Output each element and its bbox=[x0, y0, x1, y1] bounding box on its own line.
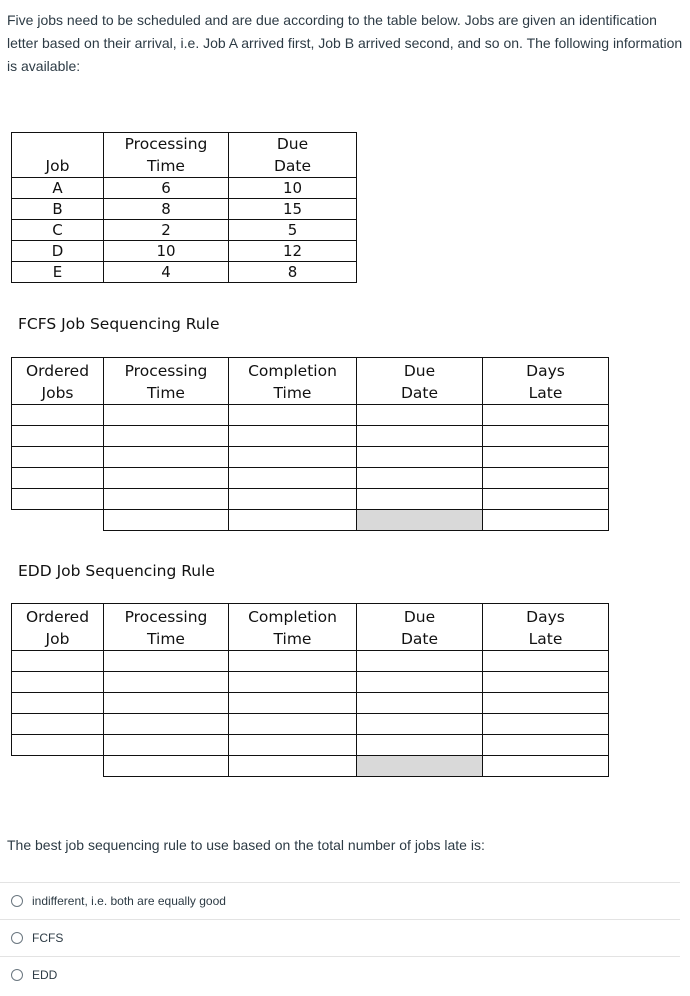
due-date-cell: 12 bbox=[229, 241, 357, 262]
header-line: Due bbox=[403, 608, 436, 626]
answer-option-indifferent[interactable] bbox=[0, 882, 680, 919]
due-date-cell: 10 bbox=[229, 178, 357, 199]
header-line: Days bbox=[526, 608, 565, 626]
table-row bbox=[12, 672, 609, 693]
ordered-job-cell[interactable] bbox=[12, 426, 104, 447]
shaded-cell bbox=[357, 510, 483, 531]
table-row bbox=[12, 447, 609, 468]
fcfs-title: FCFS Job Sequencing Rule bbox=[18, 315, 220, 333]
processing-time-cell[interactable] bbox=[104, 672, 229, 693]
edd-table bbox=[11, 603, 609, 777]
header-line: Date bbox=[400, 384, 439, 402]
job-cell: E bbox=[12, 262, 104, 283]
due-date-cell[interactable] bbox=[357, 489, 483, 510]
answer-option-edd[interactable] bbox=[0, 956, 680, 993]
header-line: Time bbox=[147, 630, 185, 648]
days-late-cell[interactable] bbox=[483, 468, 609, 489]
edd-title: EDD Job Sequencing Rule bbox=[18, 562, 215, 580]
processing-time-cell: 2 bbox=[104, 220, 229, 241]
header-line: Ordered bbox=[25, 362, 90, 380]
due-date-cell[interactable] bbox=[357, 468, 483, 489]
days-late-cell[interactable] bbox=[483, 693, 609, 714]
processing-time-cell[interactable] bbox=[104, 447, 229, 468]
processing-time-cell: 8 bbox=[104, 199, 229, 220]
answer-list bbox=[0, 882, 680, 993]
ordered-job-cell[interactable] bbox=[12, 405, 104, 426]
due-date-cell: 8 bbox=[229, 262, 357, 283]
table-row bbox=[12, 468, 609, 489]
processing-time-cell[interactable] bbox=[104, 489, 229, 510]
header-line: Time bbox=[147, 384, 185, 402]
intro-text: Five jobs need to be scheduled and are due according to the table below. Jobs are given an identification letter based on their arrival, i.e. Job A arrived first, Job B arrived second, and so on. The following information is available: bbox=[7, 12, 683, 74]
header-processing-line2: Time bbox=[147, 157, 185, 175]
header-completion-time bbox=[229, 358, 357, 405]
ordered-job-cell[interactable] bbox=[12, 693, 104, 714]
table-row bbox=[12, 735, 609, 756]
completion-time-cell[interactable] bbox=[229, 714, 357, 735]
completion-time-cell[interactable] bbox=[229, 651, 357, 672]
due-date-cell[interactable] bbox=[357, 672, 483, 693]
header-line: Days bbox=[526, 362, 565, 380]
ordered-job-cell[interactable] bbox=[12, 672, 104, 693]
completion-time-cell[interactable] bbox=[229, 672, 357, 693]
processing-time-cell: 10 bbox=[104, 241, 229, 262]
completion-time-cell[interactable] bbox=[229, 468, 357, 489]
due-date-cell[interactable] bbox=[357, 735, 483, 756]
header-processing-line1: Processing bbox=[124, 135, 208, 153]
header-completion-time bbox=[229, 604, 357, 651]
header-line: Completion bbox=[248, 608, 337, 626]
header-line: Processing bbox=[124, 608, 208, 626]
table-row bbox=[12, 220, 357, 241]
due-date-cell: 15 bbox=[229, 199, 357, 220]
due-date-cell[interactable] bbox=[357, 447, 483, 468]
header-days-late bbox=[483, 604, 609, 651]
table-row bbox=[12, 489, 609, 510]
ordered-job-cell[interactable] bbox=[12, 735, 104, 756]
days-late-cell[interactable] bbox=[483, 489, 609, 510]
answer-label: indifferent, i.e. both are equally good bbox=[32, 894, 226, 908]
total-completion-cell[interactable] bbox=[229, 756, 357, 777]
processing-time-cell[interactable] bbox=[104, 405, 229, 426]
table-row bbox=[12, 262, 357, 283]
processing-time-cell: 6 bbox=[104, 178, 229, 199]
header-line: Late bbox=[528, 384, 563, 402]
header-line: Date bbox=[400, 630, 439, 648]
header-line: Ordered bbox=[25, 608, 90, 626]
days-late-cell[interactable] bbox=[483, 672, 609, 693]
days-late-cell[interactable] bbox=[483, 714, 609, 735]
due-date-cell[interactable] bbox=[357, 693, 483, 714]
days-late-cell[interactable] bbox=[483, 447, 609, 468]
table-row bbox=[12, 651, 609, 672]
processing-time-cell[interactable] bbox=[104, 651, 229, 672]
header-line: Jobs bbox=[41, 384, 74, 402]
processing-time-cell[interactable] bbox=[104, 735, 229, 756]
radio-button-icon[interactable] bbox=[11, 932, 23, 944]
ordered-job-cell[interactable] bbox=[12, 714, 104, 735]
processing-time-cell[interactable] bbox=[104, 693, 229, 714]
completion-time-cell[interactable] bbox=[229, 426, 357, 447]
header-line: Completion bbox=[248, 362, 337, 380]
jobs-table bbox=[11, 132, 357, 283]
table-row bbox=[12, 178, 357, 199]
header-due-line1: Due bbox=[276, 135, 309, 153]
processing-time-cell[interactable] bbox=[104, 468, 229, 489]
table-row bbox=[12, 693, 609, 714]
header-due-date bbox=[357, 358, 483, 405]
answer-label: EDD bbox=[32, 968, 58, 982]
job-cell: C bbox=[12, 220, 104, 241]
due-date-cell: 5 bbox=[229, 220, 357, 241]
due-date-cell[interactable] bbox=[357, 405, 483, 426]
header-due-line2: Date bbox=[273, 157, 312, 175]
header-due-date bbox=[229, 133, 357, 178]
fcfs-header-row bbox=[12, 358, 609, 405]
total-processing-cell[interactable] bbox=[104, 756, 229, 777]
completion-time-cell[interactable] bbox=[229, 693, 357, 714]
job-cell: A bbox=[12, 178, 104, 199]
processing-time-cell[interactable] bbox=[104, 426, 229, 447]
totals-blank-cell bbox=[12, 510, 104, 531]
header-processing-time bbox=[104, 133, 229, 178]
days-late-cell[interactable] bbox=[483, 426, 609, 447]
total-processing-cell[interactable] bbox=[104, 510, 229, 531]
completion-time-cell[interactable] bbox=[229, 735, 357, 756]
table-row bbox=[12, 199, 357, 220]
header-line: Due bbox=[403, 362, 436, 380]
days-late-cell[interactable] bbox=[483, 735, 609, 756]
table-row bbox=[12, 714, 609, 735]
ordered-job-cell[interactable] bbox=[12, 447, 104, 468]
header-line: Time bbox=[273, 384, 312, 402]
total-days-late-cell[interactable] bbox=[483, 510, 609, 531]
due-date-cell[interactable] bbox=[357, 651, 483, 672]
header-due-date bbox=[357, 604, 483, 651]
total-days-late-cell[interactable] bbox=[483, 756, 609, 777]
completion-time-cell[interactable] bbox=[229, 489, 357, 510]
table-row bbox=[12, 426, 609, 447]
header-job-line1: Job bbox=[45, 157, 70, 175]
header-ordered-job bbox=[12, 604, 104, 651]
header-line: Time bbox=[273, 630, 312, 648]
due-date-cell[interactable] bbox=[357, 426, 483, 447]
completion-time-cell[interactable] bbox=[229, 447, 357, 468]
table-row bbox=[12, 241, 357, 262]
ordered-job-cell[interactable] bbox=[12, 468, 104, 489]
ordered-job-cell[interactable] bbox=[12, 489, 104, 510]
processing-time-cell: 4 bbox=[104, 262, 229, 283]
totals-row bbox=[12, 510, 609, 531]
totals-blank-cell bbox=[12, 756, 104, 777]
due-date-cell[interactable] bbox=[357, 714, 483, 735]
header-processing-time bbox=[104, 358, 229, 405]
days-late-cell[interactable] bbox=[483, 405, 609, 426]
processing-time-cell[interactable] bbox=[104, 714, 229, 735]
fcfs-table bbox=[11, 357, 609, 531]
header-line: Job bbox=[45, 630, 70, 648]
answer-label: FCFS bbox=[32, 931, 64, 945]
job-cell: D bbox=[12, 241, 104, 262]
job-cell: B bbox=[12, 199, 104, 220]
answer-option-fcfs[interactable] bbox=[0, 919, 680, 956]
header-line: Processing bbox=[124, 362, 208, 380]
header-processing-time bbox=[104, 604, 229, 651]
jobs-header-row bbox=[12, 133, 357, 178]
edd-header-row bbox=[12, 604, 609, 651]
days-late-cell[interactable] bbox=[483, 651, 609, 672]
table-row bbox=[12, 405, 609, 426]
ordered-job-cell[interactable] bbox=[12, 651, 104, 672]
header-line: Late bbox=[528, 630, 563, 648]
header-days-late bbox=[483, 358, 609, 405]
totals-row bbox=[12, 756, 609, 777]
total-completion-cell[interactable] bbox=[229, 510, 357, 531]
radio-button-icon[interactable] bbox=[11, 969, 23, 981]
completion-time-cell[interactable] bbox=[229, 405, 357, 426]
question-text: The best job sequencing rule to use based on the total number of jobs late is: bbox=[7, 837, 485, 853]
shaded-cell bbox=[357, 756, 483, 777]
radio-button-icon[interactable] bbox=[11, 895, 23, 907]
header-ordered-jobs bbox=[12, 358, 104, 405]
header-job bbox=[12, 133, 104, 178]
